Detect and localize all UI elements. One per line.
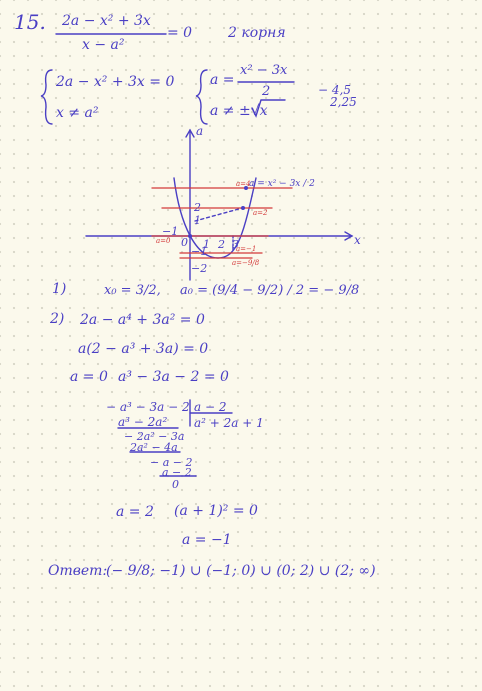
axis-x-label: x xyxy=(354,233,361,247)
problem-number: 15. xyxy=(14,10,46,34)
division-rem1: − 2a² − 3a xyxy=(124,430,185,443)
division-rem2: − a − 2 xyxy=(150,456,193,469)
label-a-neg1: a=−1 xyxy=(236,245,257,253)
system2-lhs: a = xyxy=(210,72,235,88)
side-value-1: − 4,5 xyxy=(318,83,351,97)
tick-2-a: 2 xyxy=(194,201,201,214)
system2-numerator: x² − 3x xyxy=(240,63,288,78)
tick-neg2-a: −2 xyxy=(191,262,208,275)
problem-goal: 2 корня xyxy=(228,25,286,41)
curve-label: a = x² − 3x / 2 xyxy=(249,179,315,189)
tick-neg1-x: −1 xyxy=(162,225,179,238)
division-divisor: a − 2 xyxy=(194,400,227,414)
tick-1-x: 1 xyxy=(203,238,210,251)
label-a-neg98: a=−9/8 xyxy=(232,259,260,267)
root2: a = −1 xyxy=(182,532,232,548)
point-origin xyxy=(188,234,192,238)
problem-numerator: 2a − x² + 3x xyxy=(62,13,151,29)
point-a2 xyxy=(241,206,245,210)
system2-line2: a ≠ ±√x xyxy=(210,103,268,119)
division-sub3: a − 2 xyxy=(162,466,192,479)
division-dividend: − a³ − 3a − 2 xyxy=(106,400,190,414)
step2-eq3b: a³ − 3a − 2 = 0 xyxy=(118,369,229,385)
system2-denominator: 2 xyxy=(262,84,271,99)
step2-marker: 2) xyxy=(50,311,65,327)
answer-label: Ответ: xyxy=(48,563,108,579)
division-zero: 0 xyxy=(172,478,179,491)
step1-marker: 1) xyxy=(52,281,67,297)
system2-brace xyxy=(196,70,207,124)
problem-denominator: x − a² xyxy=(82,37,125,53)
step2-eq1: 2a − a⁴ + 3a² = 0 xyxy=(80,312,205,328)
tick-2-x: 2 xyxy=(218,238,225,251)
label-a4: a=4 xyxy=(236,180,251,188)
step2-eq2: a(2 − a³ + 3a) = 0 xyxy=(78,341,209,357)
system1-brace xyxy=(41,70,52,124)
division-sub2: 2a² − 4a xyxy=(130,441,178,454)
step1-vertex-x: x₀ = 3/2, xyxy=(104,283,161,298)
division-sub1: a³ − 2a² xyxy=(118,415,168,429)
division-quotient: a² + 2a + 1 xyxy=(194,416,264,430)
root1: a = 2 xyxy=(116,504,154,520)
helper-dash-1 xyxy=(195,207,246,221)
step2-eq3a: a = 0 xyxy=(70,369,108,385)
tick-1-a: 1 xyxy=(194,214,201,227)
side-value-2: 2,25 xyxy=(330,95,357,109)
axis-a-label: a xyxy=(196,124,204,138)
answer-value: (− 9/8; −1) ∪ (−1; 0) ∪ (0; 2) ∪ (2; ∞) xyxy=(106,563,376,579)
tick-3-x: 3 xyxy=(232,238,239,251)
problem-rhs: = 0 xyxy=(167,25,193,41)
step1-vertex-a: a₀ = (9/4 − 9/2) / 2 = − 9/8 xyxy=(180,283,360,298)
root2-equation: (a + 1)² = 0 xyxy=(174,503,258,519)
system1-line2: x ≠ a² xyxy=(56,105,99,121)
tick-neg1-a: −1 xyxy=(191,245,208,258)
system1-line1: 2a − x² + 3x = 0 xyxy=(56,74,175,90)
origin-label: 0 xyxy=(181,236,188,249)
label-a0: a=0 xyxy=(156,237,171,245)
label-a2: a=2 xyxy=(253,209,268,217)
